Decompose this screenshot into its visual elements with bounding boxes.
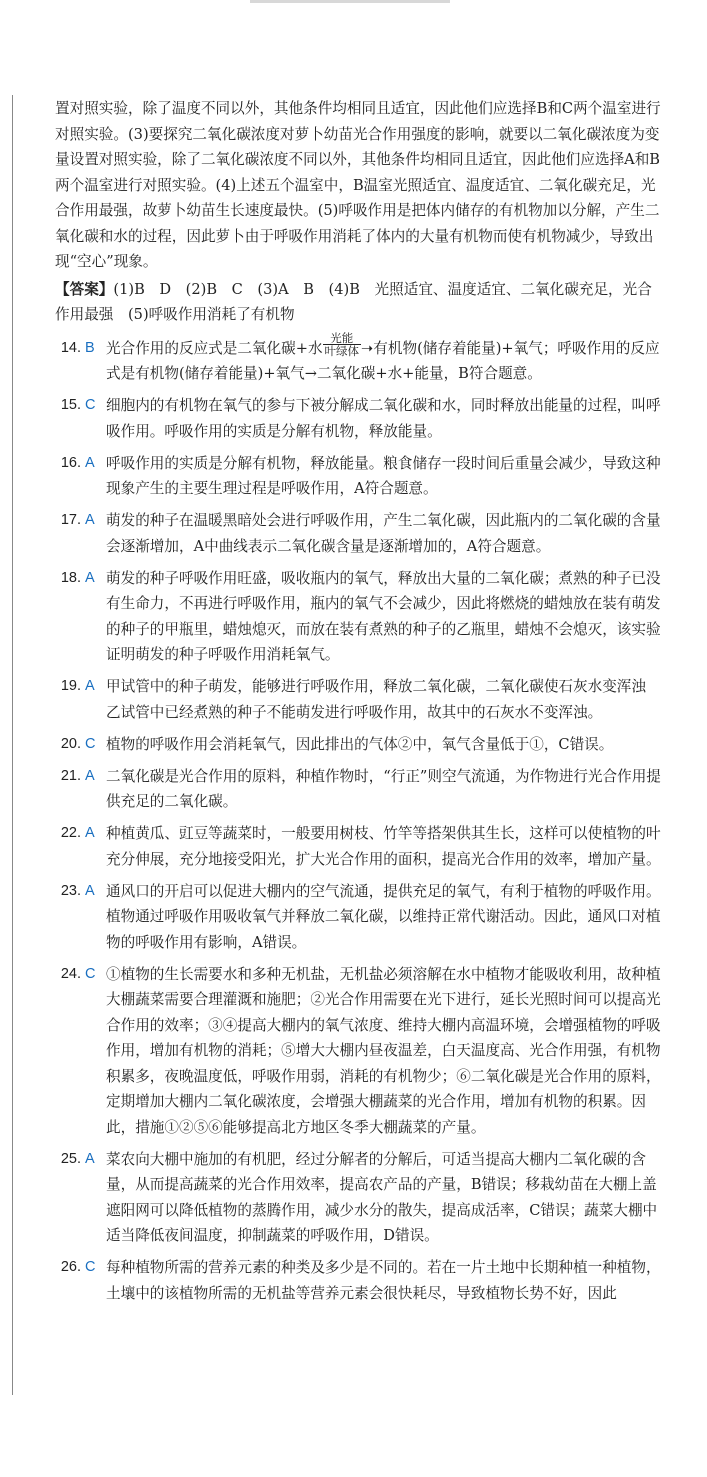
- item-text-post: 有机物(储存着能量)+氧气；呼吸作用的反应式是有机物(储存着能量)+氧气→二氧化碳+水+能量，B符合题意。: [106, 339, 660, 382]
- answer-text: (1)B D (2)B C (3)A B (4)B 光照适宜、温度适宜、二氧化碳充足，光合作用最强 (5)呼吸作用消耗了有机物: [55, 280, 652, 323]
- arrow-condition-bottom: 叶绿体: [324, 344, 360, 358]
- item-text: 呼吸作用的实质是分解有机物，释放能量。粮食储存一段时间后重量会减少，导致这种现象产生的主要生理过程是呼吸作用，A符合题意。: [106, 454, 661, 497]
- list-item-26: [55, 1255, 661, 1306]
- item-number: 23.: [60, 882, 81, 899]
- answer-label: 【答案】: [55, 280, 114, 298]
- item-number: 21.: [60, 767, 81, 784]
- item-number: 22.: [60, 825, 81, 841]
- item-answer: C: [85, 397, 96, 413]
- answer-block: [55, 277, 661, 328]
- item-answer: A: [85, 1150, 95, 1167]
- item-answer: C: [85, 1259, 96, 1275]
- item-text: 萌发的种子在温暖黑暗处会进行呼吸作用，产生二氧化碳，因此瓶内的二氧化碳的含量会逐渐增加，A中曲线表示二氧化碳含量是逐渐增加的，A符合题意。: [106, 512, 661, 555]
- list-item-17: [55, 508, 661, 559]
- item-text: 细胞内的有机物在氧气的参与下被分解成二氧化碳和水，同时释放出能量的过程，叫呼吸作用。呼吸作用的实质是分解有机物，释放能量。: [106, 397, 661, 440]
- item-number: 24.: [60, 965, 81, 982]
- item-number: 14.: [60, 339, 81, 356]
- item-answer: C: [85, 735, 96, 752]
- list-item-20: [55, 732, 661, 758]
- item-number: 25.: [60, 1150, 81, 1167]
- list-item-21: [55, 764, 661, 815]
- item-text: 植物的呼吸作用会消耗氧气，因此排出的气体②中，氧气含量低于①，C错误。: [106, 735, 614, 753]
- item-text: 甲试管中的种子萌发，能够进行呼吸作用，释放二氧化碳，二氧化碳使石灰水变浑浊 乙试管中已经煮熟的种子不能萌发进行呼吸作用，故其中的石灰水不变浑浊。: [106, 678, 661, 721]
- list-item-16: [55, 451, 661, 502]
- list-item-25: [55, 1147, 661, 1249]
- item-answer: A: [85, 569, 95, 586]
- list-item-23: [55, 879, 661, 956]
- arrow-head-icon: ➝: [361, 339, 374, 357]
- list-item-19: [55, 674, 661, 725]
- list-item-15: [55, 393, 661, 444]
- item-number: 17.: [60, 512, 81, 528]
- item-text: 萌发的种子呼吸作用旺盛，吸收瓶内的氧气，释放出大量的二氧化碳；煮熟的种子已没有生命力，不再进行呼吸作用，瓶内的氧气不会减少，因此将燃烧的蜡烛放在装有萌发的种子的甲瓶里，蜡烛熄灭，而放在装有煮熟的种子的乙瓶里，蜡烛不会熄灭，该实验证明萌发的种子呼吸作用消耗氧气。: [106, 569, 661, 663]
- item-text: ①植物的生长需要水和多种无机盐，无机盐必须溶解在水中植物才能吸收利用，故种植大棚蔬菜需要合理灌溉和施肥；②光合作用需要在光下进行，延长光照时间可以提高光合作用的效率；③④提高大棚内的氧气浓度、维持大棚内高温环境，会增强植物的呼吸作用，增加有机物的消耗；⑤增大大棚内昼夜温差，白天温度高、光合作用强，有机物积累多，夜晚温度低，呼吸作用弱，消耗的有机物少；⑥二氧化碳是光合作用的原料，定期增加大棚内二氧化碳浓度，会增强大棚蔬菜的光合作用，增加有机物的积累。因此，措施①②⑤⑥能够提高北方地区冬季大棚蔬菜的产量。: [106, 965, 661, 1136]
- item-text: 通风口的开启可以促进大棚内的空气流通，提供充足的氧气，有利于植物的呼吸作用。植物通过呼吸作用吸收氧气并释放二氧化碳，以维持正常代谢活动。因此，通风口对植物的呼吸作用有影响，A错误。: [106, 882, 661, 951]
- item-number: 15.: [60, 397, 81, 413]
- list-item-22: [55, 821, 661, 872]
- top-rule: [250, 0, 450, 3]
- reaction-arrow: [323, 332, 362, 357]
- item-list: [55, 331, 661, 1307]
- list-item-18: [55, 566, 661, 668]
- binding-margin-line: [12, 95, 13, 1395]
- item-text: 种植黄瓜、豇豆等蔬菜时，一般要用树枝、竹竿等搭架供其生长，这样可以使植物的叶充分伸展，充分地接受阳光，扩大光合作用的面积，提高光合作用的效率，增加产量。: [106, 825, 661, 868]
- item-number: 26.: [60, 1259, 81, 1275]
- item-number: 19.: [60, 678, 81, 694]
- item-text: 菜农向大棚中施加的有机肥，经过分解者的分解后，可适当提高大棚内二氧化碳的含量，从而提高蔬菜的光合作用效率，提高农产品的产量，B错误；移栽幼苗在大棚上盖遮阳网可以降低植物的蒸腾作用，减少水分的散失，提高成活率，C错误；蔬菜大棚中适当降低夜间温度，抑制蔬菜的呼吸作用，D错误。: [106, 1150, 658, 1244]
- item-answer: B: [85, 339, 95, 356]
- item-answer: A: [85, 678, 95, 694]
- item-number: 16.: [60, 454, 81, 471]
- answer-page: [55, 96, 661, 1313]
- item-answer: A: [85, 767, 95, 784]
- item-text: 每种植物所需的营养元素的种类及多少是不同的。若在一片土地中长期种植一种植物，土壤中的该植物所需的无机盐等营养元素会很快耗尽，导致植物长势不好，因此: [106, 1259, 661, 1302]
- item-answer: A: [85, 882, 95, 899]
- item-text: 二氧化碳是光合作用的原料，种植作物时，“行正”则空气流通，为作物进行光合作用提供充足的二氧化碳。: [106, 767, 661, 810]
- item-answer: A: [85, 454, 95, 471]
- arrow-condition-top: 光能: [323, 332, 362, 345]
- item-answer: A: [85, 825, 95, 841]
- previous-item-continuation: [55, 96, 661, 275]
- item-answer: A: [85, 512, 95, 528]
- list-item-24: [55, 962, 661, 1141]
- continuation-paragraph: 置对照实验，除了温度不同以外，其他条件均相同且适宜，因此他们应选择B和C两个温室进行对照实验。(3)要探究二氧化碳浓度对萝卜幼苗光合作用强度的影响，就要以二氧化碳浓度为变量设置对照实验，除了二氧化碳浓度不同以外，其他条件均相同且适宜，因此他们应选择A和B两个温室进行对照实验。(4)上述五个温室中，B温室光照适宜、温度适宜、二氧化碳充足，光合作用最强，故萝卜幼苗生长速度最快。(5)呼吸作用是把体内储存的有机物加以分解，产生二氧化碳和水的过程，因此萝卜由于呼吸作用消耗了体内的大量有机物而使有机物减少，导致出现“空心”现象。: [55, 100, 661, 270]
- item-number: 18.: [60, 569, 81, 586]
- item-answer: C: [85, 965, 96, 982]
- item-text-pre: 光合作用的反应式是二氧化碳+水: [106, 339, 323, 357]
- item-number: 20.: [60, 735, 81, 752]
- list-item-14: [55, 331, 661, 387]
